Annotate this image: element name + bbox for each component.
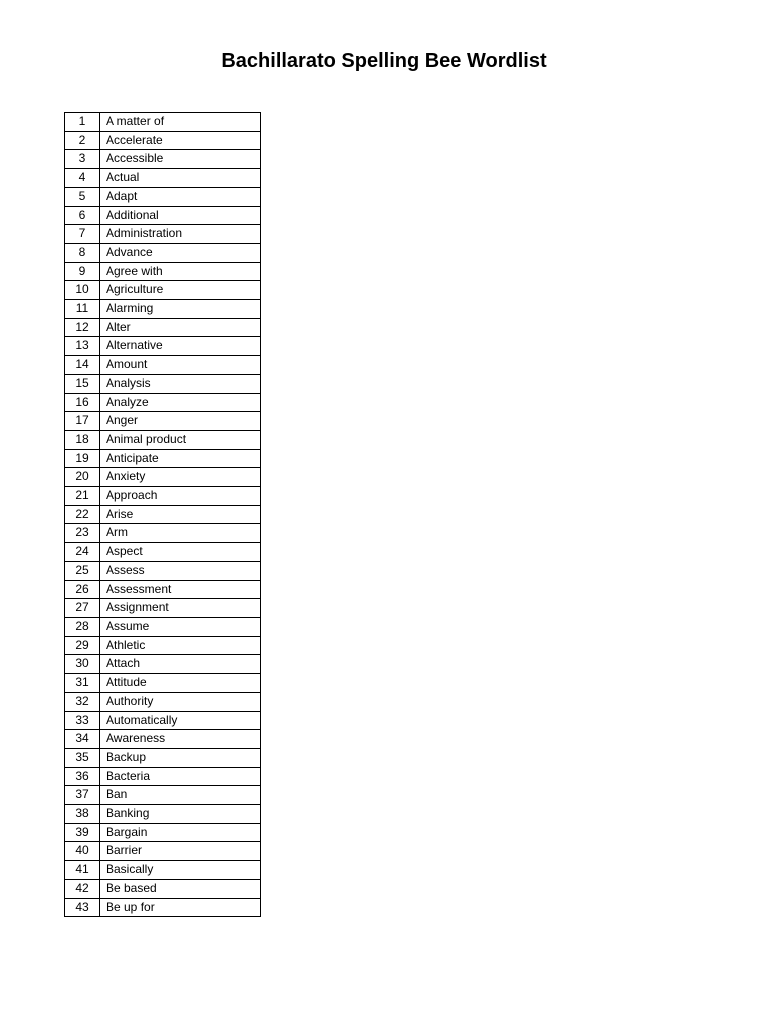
table-row — [65, 281, 261, 300]
row-word: Anger — [100, 412, 261, 431]
row-word: Barrier — [100, 842, 261, 861]
row-number: 5 — [65, 187, 100, 206]
row-word: Anticipate — [100, 449, 261, 468]
row-word: Banking — [100, 805, 261, 824]
row-number: 18 — [65, 430, 100, 449]
row-word: Automatically — [100, 711, 261, 730]
row-number: 15 — [65, 374, 100, 393]
row-number: 11 — [65, 300, 100, 319]
row-word: Bargain — [100, 823, 261, 842]
row-number: 1 — [65, 113, 100, 132]
table-row — [65, 131, 261, 150]
row-word: Analyze — [100, 393, 261, 412]
wordlist-body — [65, 113, 261, 917]
table-row — [65, 898, 261, 917]
row-word: Attitude — [100, 674, 261, 693]
row-number: 8 — [65, 243, 100, 262]
row-number: 12 — [65, 318, 100, 337]
row-word: Agriculture — [100, 281, 261, 300]
table-row — [65, 150, 261, 169]
table-row — [65, 225, 261, 244]
row-word: Accelerate — [100, 131, 261, 150]
row-number: 16 — [65, 393, 100, 412]
row-word: Actual — [100, 169, 261, 188]
table-row — [65, 524, 261, 543]
row-word: Aspect — [100, 543, 261, 562]
row-number: 26 — [65, 580, 100, 599]
table-row — [65, 617, 261, 636]
table-row — [65, 561, 261, 580]
row-number: 34 — [65, 730, 100, 749]
row-word: Approach — [100, 487, 261, 506]
row-number: 20 — [65, 468, 100, 487]
table-row — [65, 505, 261, 524]
row-word: Athletic — [100, 636, 261, 655]
table-row — [65, 356, 261, 375]
table-row — [65, 580, 261, 599]
row-word: Amount — [100, 356, 261, 375]
row-number: 2 — [65, 131, 100, 150]
row-number: 7 — [65, 225, 100, 244]
table-row — [65, 543, 261, 562]
table-row — [65, 842, 261, 861]
row-number: 14 — [65, 356, 100, 375]
row-word: Arise — [100, 505, 261, 524]
table-row — [65, 449, 261, 468]
table-row — [65, 636, 261, 655]
table-row — [65, 169, 261, 188]
row-word: Authority — [100, 692, 261, 711]
row-word: Analysis — [100, 374, 261, 393]
row-word: Accessible — [100, 150, 261, 169]
row-word: Alter — [100, 318, 261, 337]
table-row — [65, 430, 261, 449]
row-number: 4 — [65, 169, 100, 188]
row-number: 38 — [65, 805, 100, 824]
table-row — [65, 599, 261, 618]
row-word: Alarming — [100, 300, 261, 319]
table-row — [65, 711, 261, 730]
row-word: Awareness — [100, 730, 261, 749]
row-word: Anxiety — [100, 468, 261, 487]
row-word: Bacteria — [100, 767, 261, 786]
row-word: Animal product — [100, 430, 261, 449]
row-number: 32 — [65, 692, 100, 711]
row-number: 36 — [65, 767, 100, 786]
row-word: Advance — [100, 243, 261, 262]
row-number: 27 — [65, 599, 100, 618]
table-row — [65, 113, 261, 132]
table-row — [65, 805, 261, 824]
row-number: 30 — [65, 655, 100, 674]
row-word: Assess — [100, 561, 261, 580]
row-number: 28 — [65, 617, 100, 636]
row-word: Agree with — [100, 262, 261, 281]
table-row — [65, 300, 261, 319]
table-row — [65, 243, 261, 262]
page-title: Bachillarato Spelling Bee Wordlist — [221, 50, 547, 72]
row-number: 41 — [65, 861, 100, 880]
table-row — [65, 374, 261, 393]
table-row — [65, 767, 261, 786]
row-number: 22 — [65, 505, 100, 524]
row-word: Adapt — [100, 187, 261, 206]
row-number: 39 — [65, 823, 100, 842]
table-row — [65, 318, 261, 337]
table-row — [65, 206, 261, 225]
table-row — [65, 412, 261, 431]
row-number: 24 — [65, 543, 100, 562]
table-row — [65, 748, 261, 767]
row-number: 17 — [65, 412, 100, 431]
row-word: Basically — [100, 861, 261, 880]
table-row — [65, 879, 261, 898]
row-word: Assume — [100, 617, 261, 636]
row-number: 43 — [65, 898, 100, 917]
row-word: Assessment — [100, 580, 261, 599]
table-row — [65, 823, 261, 842]
row-number: 6 — [65, 206, 100, 225]
row-number: 40 — [65, 842, 100, 861]
table-row — [65, 692, 261, 711]
row-number: 3 — [65, 150, 100, 169]
row-number: 21 — [65, 487, 100, 506]
table-row — [65, 487, 261, 506]
row-word: Arm — [100, 524, 261, 543]
row-word: Be up for — [100, 898, 261, 917]
table-row — [65, 655, 261, 674]
row-number: 23 — [65, 524, 100, 543]
row-word: Ban — [100, 786, 261, 805]
row-word: Attach — [100, 655, 261, 674]
table-row — [65, 187, 261, 206]
row-number: 37 — [65, 786, 100, 805]
row-number: 33 — [65, 711, 100, 730]
row-word: Administration — [100, 225, 261, 244]
row-number: 42 — [65, 879, 100, 898]
row-number: 25 — [65, 561, 100, 580]
row-number: 31 — [65, 674, 100, 693]
row-word: A matter of — [100, 113, 261, 132]
row-word: Backup — [100, 748, 261, 767]
table-row — [65, 674, 261, 693]
row-word: Alternative — [100, 337, 261, 356]
row-word: Additional — [100, 206, 261, 225]
row-number: 35 — [65, 748, 100, 767]
table-row — [65, 337, 261, 356]
table-row — [65, 730, 261, 749]
table-row — [65, 468, 261, 487]
row-number: 10 — [65, 281, 100, 300]
row-word: Be based — [100, 879, 261, 898]
table-row — [65, 786, 261, 805]
row-word: Assignment — [100, 599, 261, 618]
table-row — [65, 262, 261, 281]
table-row — [65, 861, 261, 880]
row-number: 29 — [65, 636, 100, 655]
row-number: 13 — [65, 337, 100, 356]
row-number: 19 — [65, 449, 100, 468]
row-number: 9 — [65, 262, 100, 281]
wordlist-table — [64, 112, 261, 917]
table-row — [65, 393, 261, 412]
